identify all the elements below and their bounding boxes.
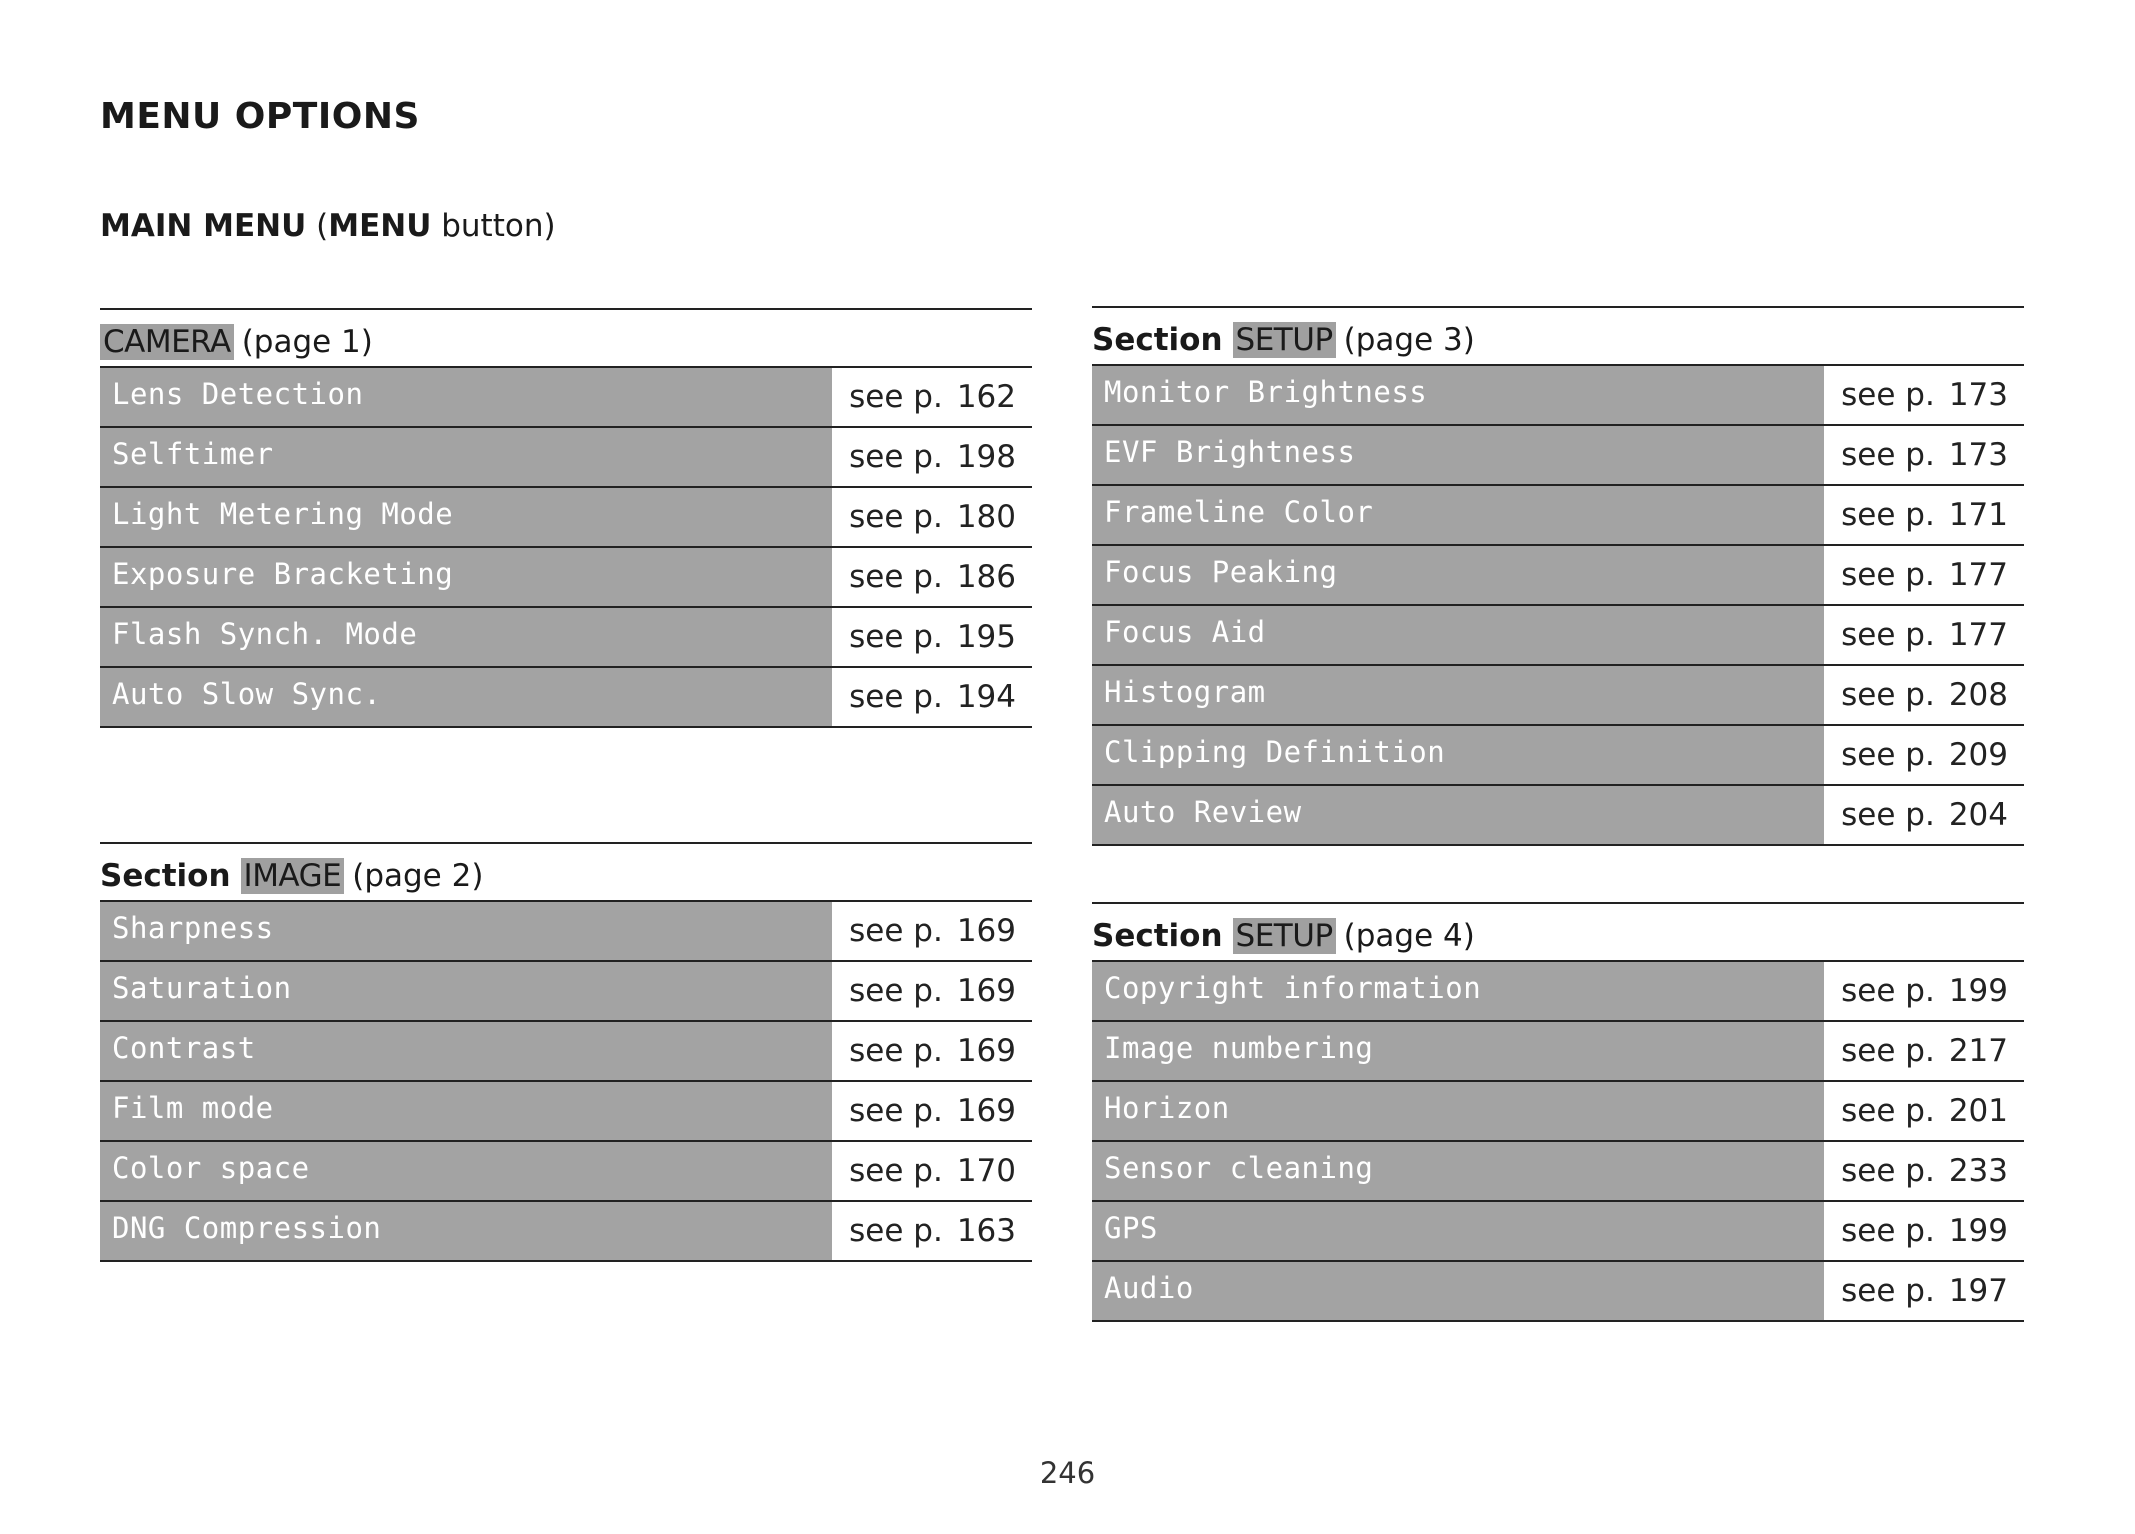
page-reference <box>1824 726 2024 784</box>
section-prefix: Section <box>100 858 231 894</box>
menu-item-label: Saturation <box>100 962 832 1020</box>
page-reference <box>832 548 1032 606</box>
page-reference <box>1824 786 2024 844</box>
menu-item-label: Clipping Definition <box>1092 726 1824 784</box>
section-camera <box>100 308 1032 728</box>
see-page-text: see p. <box>1841 437 1935 473</box>
page-reference <box>1824 606 2024 664</box>
section-setup-page-4 <box>1092 902 2024 1322</box>
page-reference <box>832 902 1032 960</box>
table-row <box>100 960 1032 1020</box>
page-reference <box>832 488 1032 546</box>
section-header <box>100 842 1032 900</box>
page-reference-number: 169 <box>956 973 1016 1009</box>
page-title: MENU OPTIONS <box>100 96 420 137</box>
menu-table <box>1092 364 2024 846</box>
page-reference <box>832 1082 1032 1140</box>
page-reference-number: 162 <box>956 379 1016 415</box>
menu-item-label: EVF Brightness <box>1092 426 1824 484</box>
table-row <box>100 1200 1032 1262</box>
page-reference-number: 170 <box>956 1153 1016 1189</box>
table-row <box>100 606 1032 666</box>
page-reference-number: 208 <box>1948 677 2008 713</box>
menu-item-label: Histogram <box>1092 666 1824 724</box>
page-reference-number: 171 <box>1948 497 2008 533</box>
section-page: (page 2) <box>352 858 484 894</box>
see-page-text: see p. <box>849 913 943 949</box>
table-row <box>100 1080 1032 1140</box>
page-reference <box>832 428 1032 486</box>
page-reference-number: 198 <box>956 439 1016 475</box>
see-page-text: see p. <box>1841 797 1935 833</box>
table-row <box>1092 544 2024 604</box>
menu-item-label: Film mode <box>100 1082 832 1140</box>
section-header <box>100 308 1032 366</box>
page-reference-number: 233 <box>1948 1153 2008 1189</box>
see-page-text: see p. <box>1841 497 1935 533</box>
page-reference-number: 197 <box>1948 1273 2008 1309</box>
page-reference-number: 217 <box>1948 1033 2008 1069</box>
menu-item-label: Auto Review <box>1092 786 1824 844</box>
menu-item-label: Auto Slow Sync. <box>100 668 832 726</box>
page-reference-number: 194 <box>956 679 1016 715</box>
menu-item-label: Contrast <box>100 1022 832 1080</box>
table-row <box>100 426 1032 486</box>
table-row <box>1092 604 2024 664</box>
see-page-text: see p. <box>1841 973 1935 1009</box>
see-page-text: see p. <box>1841 737 1935 773</box>
page-reference-number: 169 <box>956 1093 1016 1129</box>
menu-item-label: Copyright information <box>1092 962 1824 1020</box>
section-header <box>1092 306 2024 364</box>
table-row <box>100 546 1032 606</box>
table-row <box>100 486 1032 546</box>
page-reference <box>1824 1202 2024 1260</box>
see-page-text: see p. <box>1841 677 1935 713</box>
page-reference-number: 195 <box>956 619 1016 655</box>
page-reference <box>832 608 1032 666</box>
menu-item-label: Image numbering <box>1092 1022 1824 1080</box>
page-reference-number: 199 <box>1948 973 2008 1009</box>
page-reference <box>832 368 1032 426</box>
menu-item-label: Focus Aid <box>1092 606 1824 664</box>
page-reference <box>1824 426 2024 484</box>
menu-item-label: Sharpness <box>100 902 832 960</box>
menu-item-label: Audio <box>1092 1262 1824 1320</box>
page-reference <box>832 1022 1032 1080</box>
table-row <box>100 1020 1032 1080</box>
see-page-text: see p. <box>849 499 943 535</box>
table-row <box>100 666 1032 728</box>
see-page-text: see p. <box>849 439 943 475</box>
table-row <box>100 1140 1032 1200</box>
see-page-text: see p. <box>849 1033 943 1069</box>
subtitle-rest: button) <box>431 208 556 244</box>
section-header <box>1092 902 2024 960</box>
page-reference-number: 209 <box>1948 737 2008 773</box>
page-reference-number: 199 <box>1948 1213 2008 1249</box>
section-tag: CAMERA <box>100 324 234 360</box>
menu-item-label: Lens Detection <box>100 368 832 426</box>
menu-item-label: Selftimer <box>100 428 832 486</box>
see-page-text: see p. <box>849 1093 943 1129</box>
table-row <box>1092 1020 2024 1080</box>
menu-table <box>1092 960 2024 1322</box>
section-page: (page 3) <box>1343 322 1475 358</box>
table-row <box>1092 1140 2024 1200</box>
table-row <box>1092 364 2024 424</box>
page-reference-number: 169 <box>956 1033 1016 1069</box>
table-row <box>1092 784 2024 846</box>
section-page: (page 4) <box>1343 918 1475 954</box>
see-page-text: see p. <box>849 1153 943 1189</box>
page-reference <box>1824 486 2024 544</box>
menu-item-label: Frameline Color <box>1092 486 1824 544</box>
page-number: 246 <box>1039 1456 1096 1490</box>
menu-item-label: Horizon <box>1092 1082 1824 1140</box>
menu-item-label: Exposure Bracketing <box>100 548 832 606</box>
page-reference <box>832 1142 1032 1200</box>
page-reference-number: 173 <box>1948 377 2008 413</box>
section-tag: SETUP <box>1233 322 1336 358</box>
page-reference-number: 177 <box>1948 617 2008 653</box>
section-prefix: Section <box>1092 322 1223 358</box>
see-page-text: see p. <box>849 679 943 715</box>
menu-item-label: GPS <box>1092 1202 1824 1260</box>
page-reference <box>832 962 1032 1020</box>
section-tag: IMAGE <box>241 858 345 894</box>
page-reference-number: 163 <box>956 1213 1016 1249</box>
see-page-text: see p. <box>849 973 943 1009</box>
see-page-text: see p. <box>849 379 943 415</box>
page-reference <box>832 668 1032 726</box>
page-reference-number: 204 <box>1948 797 2008 833</box>
menu-button-name: MENU <box>328 208 432 244</box>
page-reference-number: 169 <box>956 913 1016 949</box>
menu-item-label: DNG Compression <box>100 1202 832 1260</box>
subtitle-open-paren: ( <box>306 208 329 244</box>
menu-item-label: Focus Peaking <box>1092 546 1824 604</box>
page-reference <box>1824 1262 2024 1320</box>
menu-table <box>100 900 1032 1262</box>
menu-item-label: Flash Synch. Mode <box>100 608 832 666</box>
see-page-text: see p. <box>1841 1213 1935 1249</box>
page-reference <box>1824 366 2024 424</box>
menu-table <box>100 366 1032 728</box>
page-reference <box>1824 666 2024 724</box>
see-page-text: see p. <box>1841 377 1935 413</box>
table-row <box>1092 960 2024 1020</box>
section-setup-page-3 <box>1092 306 2024 846</box>
menu-item-label: Monitor Brightness <box>1092 366 1824 424</box>
table-row <box>1092 1200 2024 1260</box>
section-image <box>100 842 1032 1262</box>
see-page-text: see p. <box>1841 1273 1935 1309</box>
page-reference <box>1824 1142 2024 1200</box>
section-page: (page 1) <box>241 324 373 360</box>
page-reference <box>1824 1082 2024 1140</box>
page-reference-number: 177 <box>1948 557 2008 593</box>
page-reference-number: 180 <box>956 499 1016 535</box>
see-page-text: see p. <box>1841 1093 1935 1129</box>
page-reference <box>832 1202 1032 1260</box>
table-row <box>1092 484 2024 544</box>
table-row <box>1092 664 2024 724</box>
see-page-text: see p. <box>1841 617 1935 653</box>
see-page-text: see p. <box>1841 557 1935 593</box>
page-reference-number: 186 <box>956 559 1016 595</box>
see-page-text: see p. <box>849 559 943 595</box>
page-reference-number: 201 <box>1948 1093 2008 1129</box>
table-row <box>1092 724 2024 784</box>
page-reference <box>1824 546 2024 604</box>
main-menu-subtitle <box>100 208 556 244</box>
main-menu-label: MAIN MENU <box>100 208 307 244</box>
see-page-text: see p. <box>849 1213 943 1249</box>
table-row <box>100 366 1032 426</box>
section-prefix: Section <box>1092 918 1223 954</box>
table-row <box>100 900 1032 960</box>
page-reference <box>1824 1022 2024 1080</box>
menu-item-label: Light Metering Mode <box>100 488 832 546</box>
table-row <box>1092 424 2024 484</box>
menu-item-label: Color space <box>100 1142 832 1200</box>
see-page-text: see p. <box>1841 1153 1935 1189</box>
menu-item-label: Sensor cleaning <box>1092 1142 1824 1200</box>
see-page-text: see p. <box>1841 1033 1935 1069</box>
page-reference <box>1824 962 2024 1020</box>
section-tag: SETUP <box>1233 918 1336 954</box>
page-reference-number: 173 <box>1948 437 2008 473</box>
table-row <box>1092 1080 2024 1140</box>
table-row <box>1092 1260 2024 1322</box>
see-page-text: see p. <box>849 619 943 655</box>
